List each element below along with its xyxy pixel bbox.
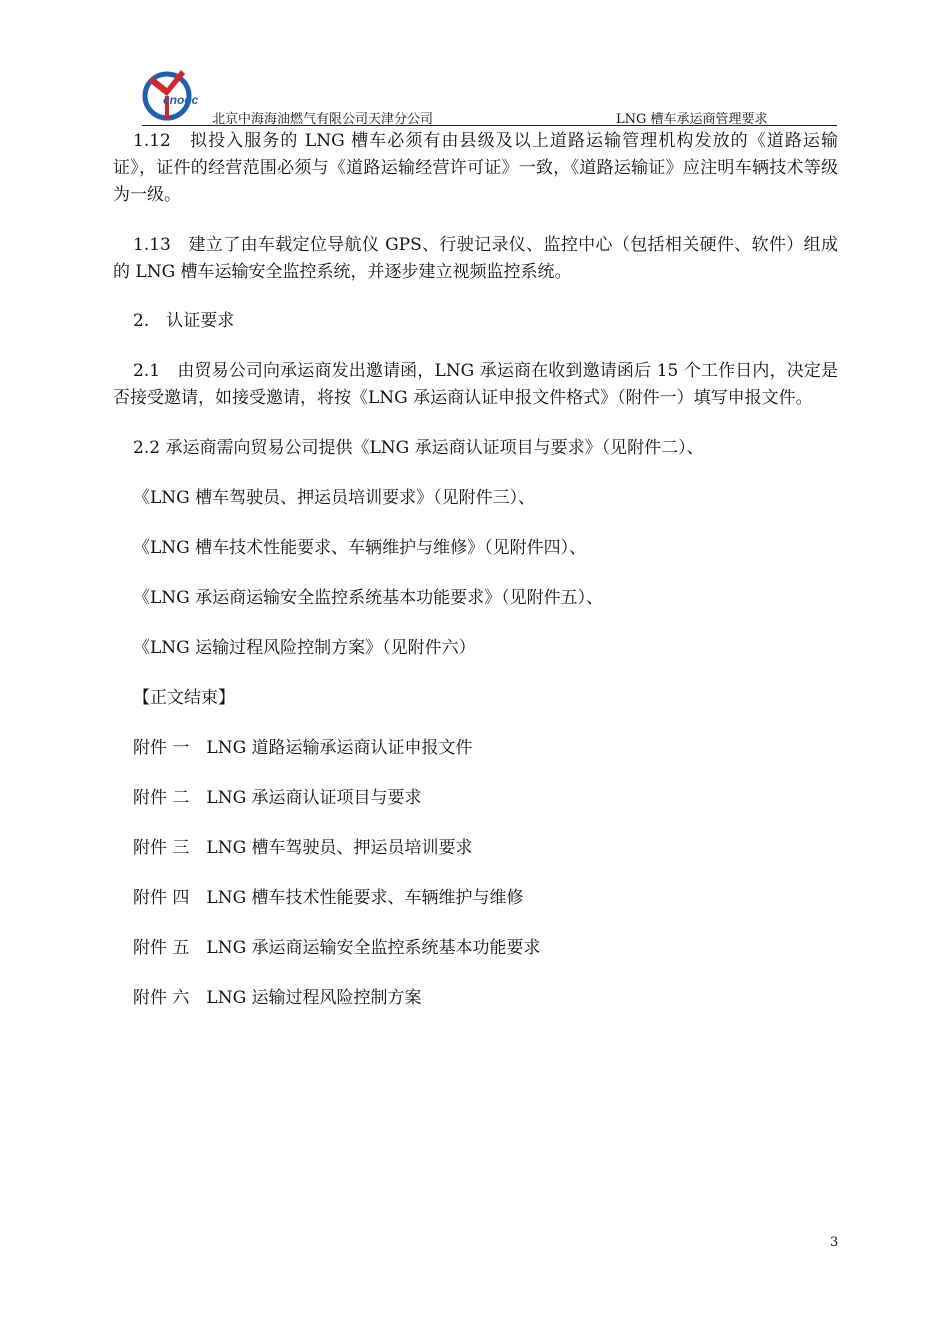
- header-document-title: LNG 槽车承运商管理要求: [616, 112, 768, 127]
- paragraph-2-1: 2.1 由贸易公司向承运商发出邀请函，LNG 承运商在收到邀请函后 15 个工作日内，决定是否接受邀请，如接受邀请，将按《LNG 承运商认证申报文件格式》（附件一）填写申报文件。: [113, 361, 838, 408]
- header-company-name: 北京中海海油燃气有限公司天津分公司: [212, 112, 434, 127]
- attachment-item-4: 附件 四 LNG 槽车技术性能要求、车辆维护与维修: [133, 888, 524, 908]
- page-header: [0, 0, 950, 130]
- paragraph-1-12: 1.12 拟投入服务的 LNG 槽车必须有由县级及以上道路运输管理机构发放的《道路运输证》，证件的经营范围必须与《道路运输经营许可证》一致，《道路运输证》应注明车辆技术等级为一级。: [113, 131, 838, 205]
- page-number: 3: [830, 1235, 839, 1250]
- reference-attachment-6: 《LNG 运输过程风险控制方案》（见附件六）: [133, 638, 476, 658]
- section-heading-2: 2. 认证要求: [133, 311, 235, 331]
- paragraph-1-13: 1.13 建立了由车载定位导航仪 GPS、行驶记录仪、监控中心（包括相关硬件、软件）组成的 LNG 槽车运输安全监控系统，并逐步建立视频监控系统。: [113, 235, 838, 282]
- reference-attachment-5: 《LNG 承运商运输安全监控系统基本功能要求》（见附件五）、: [133, 588, 604, 608]
- attachment-item-6: 附件 六 LNG 运输过程风险控制方案: [133, 988, 422, 1008]
- reference-attachment-3: 《LNG 槽车驾驶员、押运员培训要求》（见附件三）、: [133, 488, 536, 508]
- end-of-text-marker: 【正文结束】: [133, 688, 235, 708]
- reference-attachment-4: 《LNG 槽车技术性能要求、车辆维护与维修》（见附件四）、: [133, 538, 587, 558]
- cnooc-logo: [141, 68, 205, 124]
- header-divider: [142, 125, 837, 126]
- attachment-item-3: 附件 三 LNG 槽车驾驶员、押运员培训要求: [133, 838, 473, 858]
- document-body: [113, 128, 838, 1012]
- attachment-item-1: 附件 一 LNG 道路运输承运商认证申报文件: [133, 738, 473, 758]
- svg-text:cnooc: cnooc: [163, 93, 199, 107]
- attachment-item-5: 附件 五 LNG 承运商运输安全监控系统基本功能要求: [133, 938, 541, 958]
- paragraph-2-2: 2.2 承运商需向贸易公司提供《LNG 承运商认证项目与要求》（见附件二）、: [133, 438, 704, 458]
- attachment-item-2: 附件 二 LNG 承运商认证项目与要求: [133, 788, 422, 808]
- attachment-list: [113, 735, 838, 1012]
